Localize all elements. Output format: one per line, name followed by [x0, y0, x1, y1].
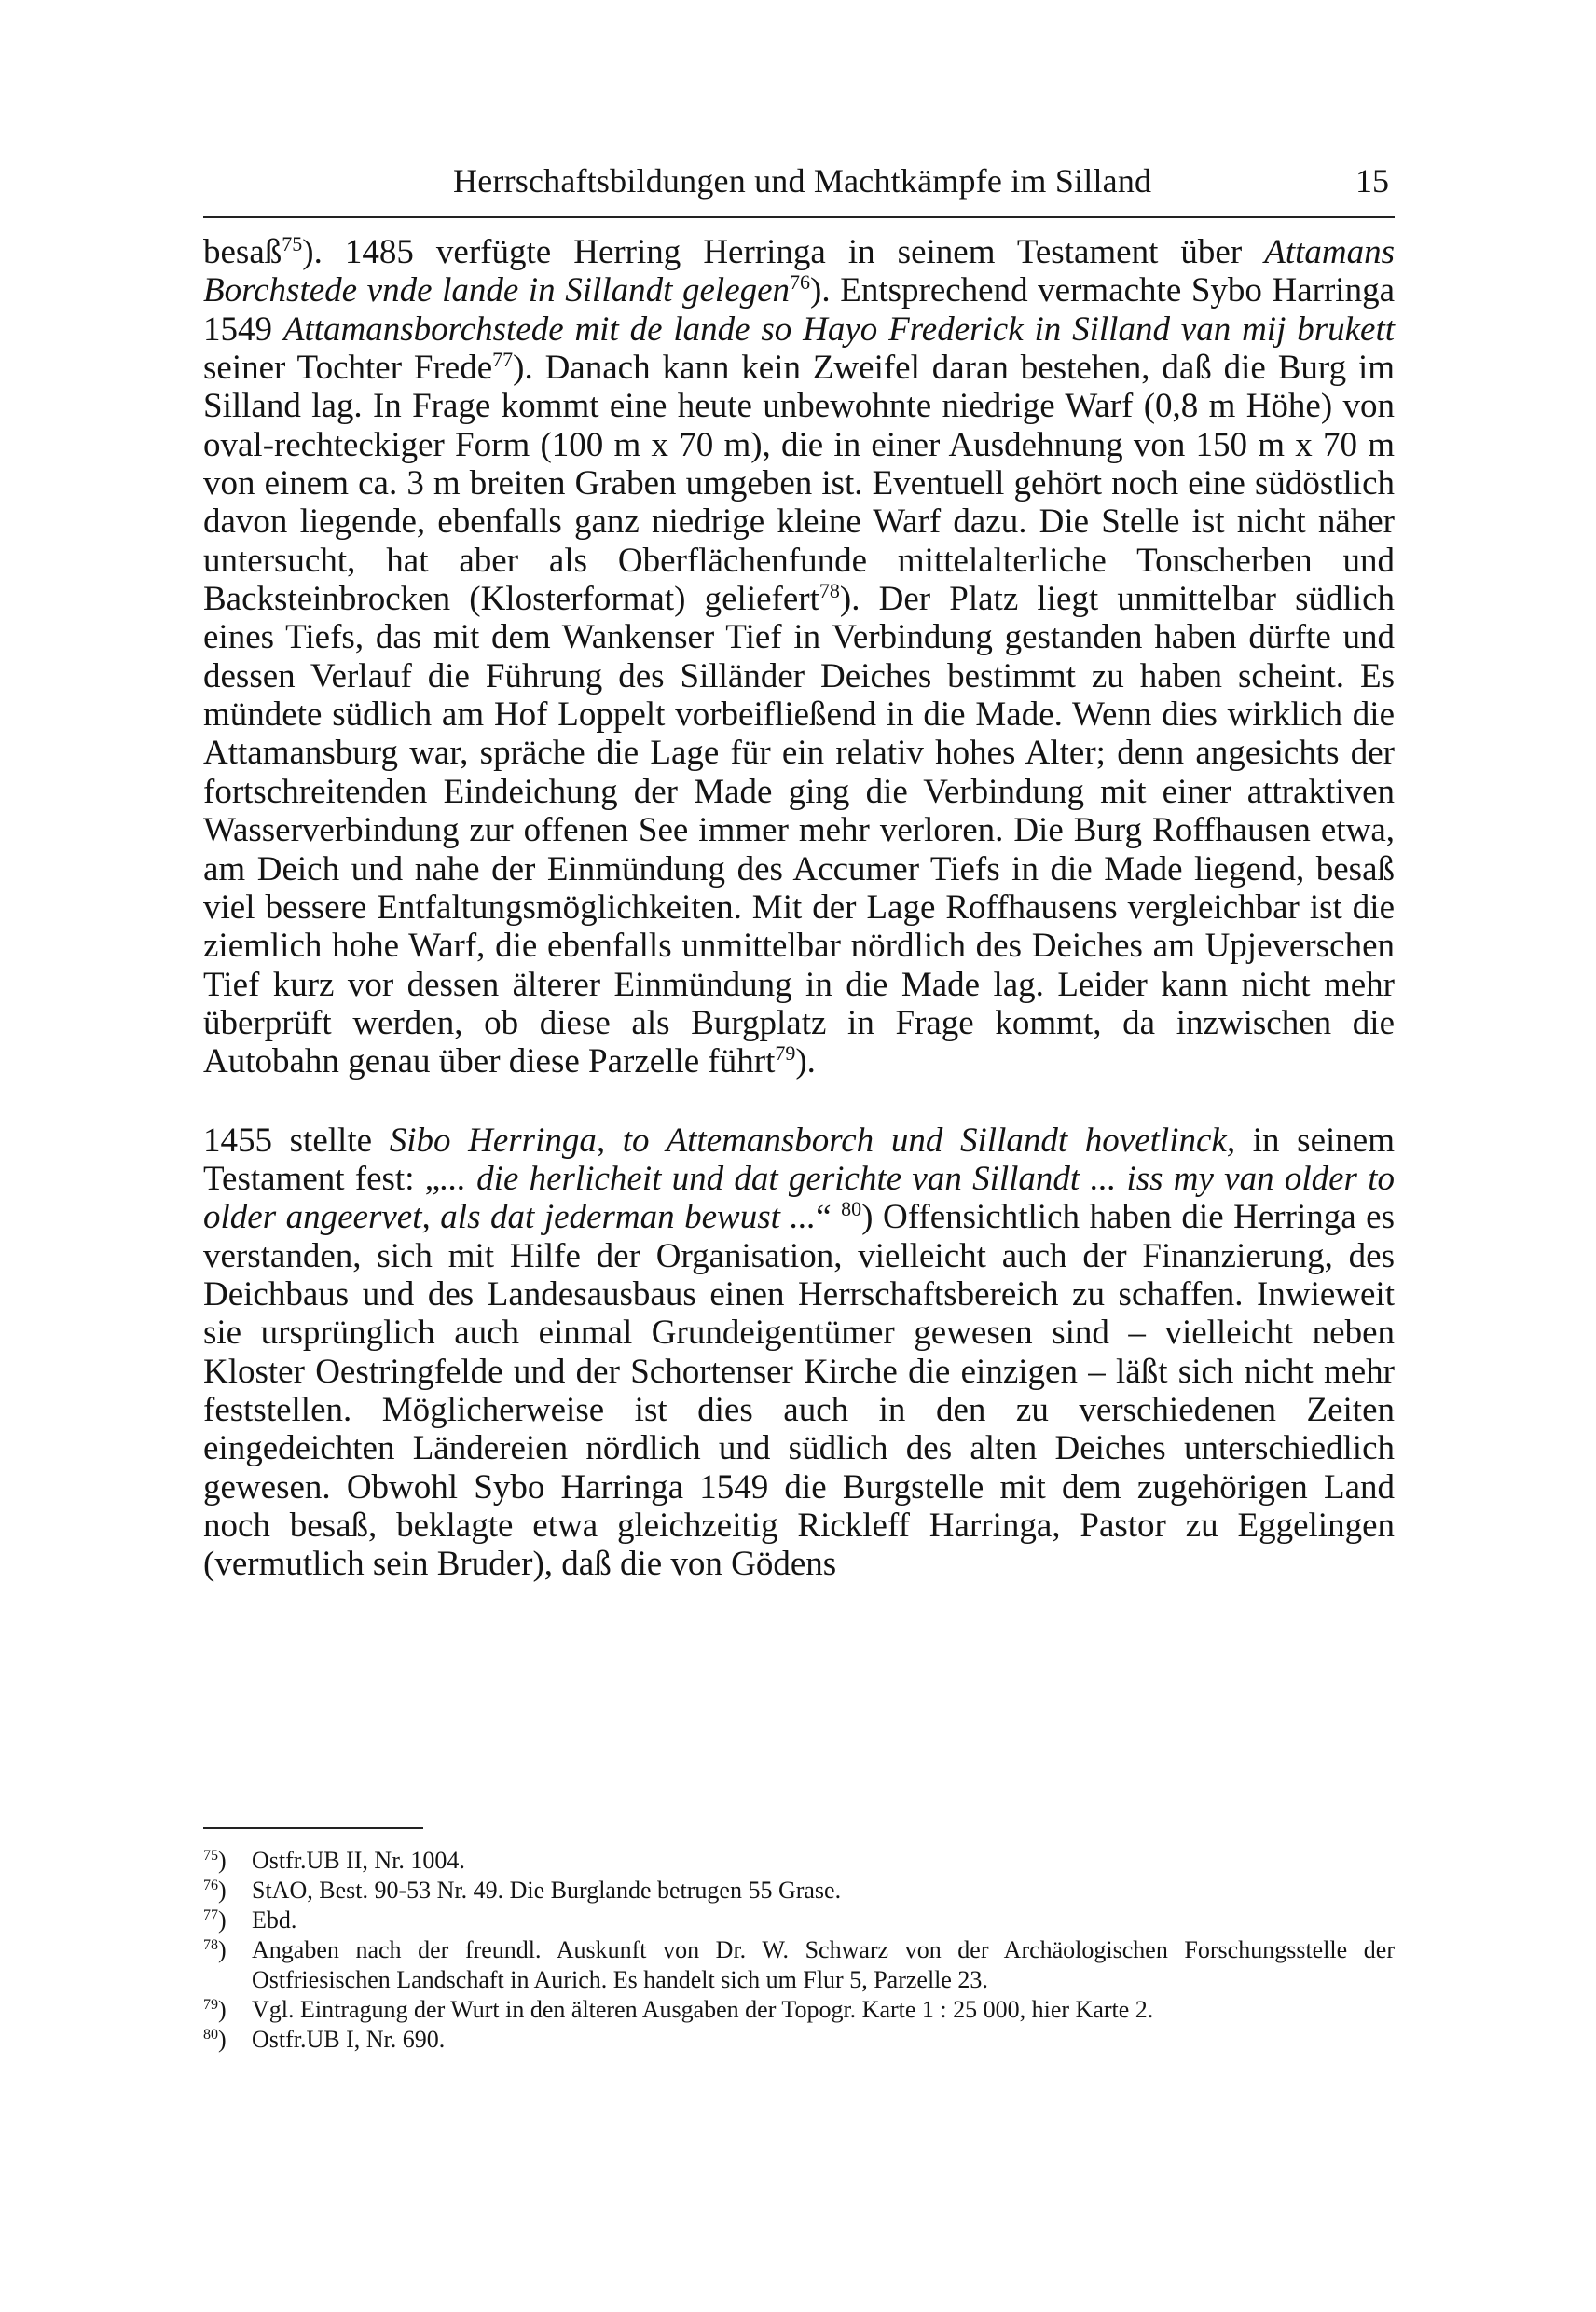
- footnote-80: [203, 2025, 1395, 2055]
- quote-italic: ... die herlicheit und dat gerichte van Sillandt ... iss my van older to older angeervet, als dat jederman bewust ...: [203, 1159, 1395, 1237]
- footnote-77: [203, 1906, 1395, 1935]
- text-run: “: [816, 1198, 842, 1237]
- footnote-text: StAO, Best. 90-53 Nr. 49. Die Burglande betrugen 55 Grase.: [252, 1877, 842, 1904]
- footnote-label: [203, 2025, 227, 2055]
- footnote-76: [203, 1876, 1395, 1906]
- footnote-label: [203, 1935, 227, 1965]
- paragraph-2: [203, 1122, 1395, 1584]
- footnote-number: 77: [203, 1907, 218, 1923]
- text-run: 1455 stellte: [203, 1121, 390, 1160]
- footnote-number: 80: [203, 2027, 218, 2043]
- text-run: ). Der Platz liegt unmittelbar südlich eines Tiefs, das mit dem Wankenser Tief in Verbindung gestanden haben dürfte und dessen Verlauf die Führung des Silländer Deiches bestimmt zu haben scheint. Es mündete südlich am Hof Loppelt vorbeifließend in die Made. Wenn dies wirklich die Attamansburg war, spräche die Lage für ein relativ hohes Alter; denn angesichts der fortschreitenden Eindeichung der Made ging die Verbindung mit einer attraktiven Wasserverbindung zur offenen See immer mehr verloren. Die Burg Roffhausen etwa, am Deich und nahe der Einmündung des Accumer Tiefs in die Made liegend, besaß viel bessere Entfaltungsmöglichkeiten. Mit der Lage Roffhausens vergleichbar ist die ziemlich hohe Warf, die ebenfalls unmittelbar nördlich des Deiches am Upjeverschen Tief kurz vor dessen älterer Einmündung in die Made lag. Leider kann nicht mehr überprüft werden, ob diese als Burgplatz in Frage kommt, da inzwischen die Autobahn genau über diese Parzelle führt: [203, 580, 1395, 1081]
- footnote-paren: ): [218, 1906, 227, 1934]
- text-run: ). 1485 verfügte Herring Herringa in seinem Testament über: [302, 233, 1265, 271]
- header-rule: [203, 216, 1395, 218]
- footnote-ref-76: 76: [790, 270, 811, 295]
- quote-italic: Sibo Herringa, to Attemansborch und Sillandt hovetlinck,: [389, 1121, 1236, 1160]
- footnote-ref-75: 75: [282, 232, 303, 255]
- footnote-text: Ebd.: [252, 1906, 297, 1934]
- text-run: ). Danach kann kein Zweifel daran bestehen, daß die Burg im Silland lag. In Frage kommt eine heute unbewohnte niedrige Warf (0,8 m Höhe) von oval-rechteckiger Form (100 m x 70 m), die in einer Ausdehnung von 150 m x 70 m von einem ca. 3 m breiten Graben umgeben ist. Eventuell gehört noch eine südöstlich davon liegende, ebenfalls ganz niedrige kleine Warf dazu. Die Stelle ist nicht näher untersucht, hat aber als Oberflächenfunde mittelalterliche Tonscherben und Backsteinbrocken (Klosterformat) geliefert: [203, 349, 1395, 619]
- footnote-paren: ): [218, 1936, 227, 1963]
- footnote-rule: [203, 1827, 423, 1829]
- footnotes: [203, 1846, 1395, 2055]
- footnote-text: Ostfr.UB I, Nr. 690.: [252, 2026, 446, 2053]
- footnote-number: 76: [203, 1878, 218, 1893]
- footnote-label: [203, 1995, 227, 2025]
- footnote-text: Vgl. Eintragung der Wurt in den älteren Ausgaben der Topogr. Karte 1 : 25 000, hier Karte 2.: [252, 1996, 1154, 2023]
- quote-italic: Attamans Borchstede vnde lande in Sillandt gelegen: [203, 233, 1395, 310]
- text-run: ). Entsprechend vermachte Sybo Harringa 1549: [203, 271, 1395, 349]
- footnote-number: 78: [203, 1937, 218, 1953]
- running-head: [203, 157, 1396, 205]
- text-run: ).: [795, 1042, 816, 1081]
- footnote-label: [203, 1906, 227, 1935]
- footnote-75: [203, 1846, 1395, 1876]
- footnote-ref-79: 79: [775, 1041, 796, 1066]
- footnote-ref-78: 78: [819, 579, 840, 603]
- footnote-number: 75: [203, 1848, 218, 1864]
- footnote-paren: ): [218, 1847, 227, 1874]
- footnote-number: 79: [203, 1997, 218, 2013]
- footnote-ref-80: 80: [841, 1197, 862, 1221]
- body-text: [203, 233, 1395, 1584]
- footnote-text: Angaben nach der freundl. Auskunft von Dr. W. Schwarz von der Archäologischen Forschungsstelle der Ostfriesischen Landschaft in Aurich. Es handelt sich um Flur 5, Parzelle 23.: [252, 1936, 1395, 1993]
- running-title: Herrschaftsbildungen und Machtkämpfe im Silland: [453, 162, 1152, 200]
- text-run: in seinem Testament fest: „: [203, 1121, 1395, 1198]
- footnote-label: [203, 1846, 227, 1876]
- page-number: 15: [1355, 162, 1389, 200]
- paragraph-1: [203, 233, 1395, 1081]
- footnote-label: [203, 1876, 227, 1906]
- footnote-text: Ostfr.UB II, Nr. 1004.: [252, 1847, 465, 1874]
- text-run: ) Offensichtlich haben die Herringa es verstanden, sich mit Hilfe der Organisation, vielleicht auch der Finanzierung, des Deichbaus und des Landesausbaus einen Herrschaftsbereich zu schaffen. Inwieweit sie ursprünglich auch einmal Grundeigentümer gewesen sind – vielleicht neben Kloster Oestringfelde und der Schortenser Kirche die einzigen – läßt sich nicht mehr feststellen. Möglicherweise ist dies auch in den zu verschiedenen Zeiten eingedeichten Ländereien nördlich und südlich des alten Deiches unterschiedlich gewesen. Obwohl Sybo Harringa 1549 die Burgstelle mit dem zugehörigen Land noch besaß, beklagte etwa gleichzeitig Rickleff Harringa, Pastor zu Eggelingen (vermutlich sein Bruder), daß die von Gödens: [203, 1198, 1396, 1584]
- footnote-78: [203, 1935, 1395, 1995]
- footnote-79: [203, 1995, 1395, 2025]
- footnote-paren: ): [218, 2026, 227, 2053]
- footnote-paren: ): [218, 1877, 227, 1904]
- footnote-ref-77: 77: [492, 348, 514, 372]
- quote-italic: Attamansborchstede mit de lande so Hayo Frederick in Silland van mij brukett: [282, 310, 1396, 349]
- text-run: seiner Tochter Frede: [203, 349, 493, 388]
- footnote-paren: ): [218, 1996, 227, 2023]
- text-run: besaß: [203, 233, 282, 271]
